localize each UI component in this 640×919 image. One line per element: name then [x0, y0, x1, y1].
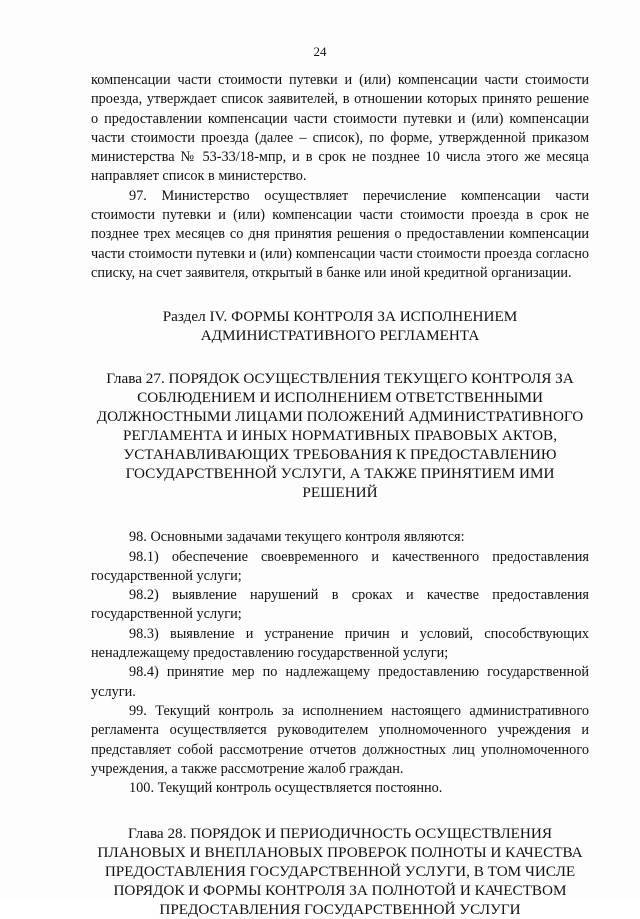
page-number: 24 — [313, 44, 327, 59]
paragraph-98-4: 98.4) принятие мер по надлежащему предоставлению государственной услуги. — [91, 664, 589, 700]
paragraph-99: 99. Текущий контроль за исполнением настоящего административного регламента осуществляется руководителем уполномоченного учреждения и представляет собой рассмотрение отчетов должностных лиц уполномоченного учреждения, а также рассмотрение жалоб граждан. — [91, 702, 589, 777]
paragraph-97: 97. Министерство осуществляет перечисление компенсации части стоимости путевки и (или) компенсации части стоимости проезда в срок не позднее трех месяцев со дня принятия решения о предоставлении компенсации части стоимости путевки и (или) компенсации части стоимости проезда согласно списку, на счет заявителя, открытый в банке или иной кредитной организации. — [91, 187, 589, 281]
chapter-28-title: Глава 28. ПОРЯДОК И ПЕРИОДИЧНОСТЬ ОСУЩЕСТВЛЕНИЯ ПЛАНОВЫХ И ВНЕПЛАНОВЫХ ПРОВЕРОК ПОЛНОТЫ И КАЧЕСТВА ПРЕДОСТАВЛЕНИЯ ГОСУДАРСТВЕННОЙ УСЛУГИ, В ТОМ ЧИСЛЕ ПОРЯДОК И ФОРМЫ КОНТРОЛЯ ЗА ПОЛНОТОЙ И КАЧЕСТВОМ ПРЕДОСТАВЛЕНИЯ ГОСУДАРСТВЕННОЙ УСЛУГИ — [97, 825, 583, 919]
paragraph-98-1: 98.1) обеспечение своевременного и качественного предоставления государственной услуги; — [91, 548, 589, 584]
paragraph-98-2: 98.2) выявление нарушений в сроках и качестве предоставления государственной услуги; — [91, 587, 589, 623]
chapter-27-title: Глава 27. ПОРЯДОК ОСУЩЕСТВЛЕНИЯ ТЕКУЩЕГО КОНТРОЛЯ ЗА СОБЛЮДЕНИЕМ И ИСПОЛНЕНИЕМ ОТВЕТСТВЕННЫМИ ДОЛЖНОСТНЫМИ ЛИЦАМИ ПОЛОЖЕНИЙ АДМИНИСТРАТИВНОГО РЕГЛАМЕНТА И ИНЫХ НОРМАТИВНЫХ ПРАВОВЫХ АКТОВ, УСТАНАВЛИВАЮЩИХ ТРЕБОВАНИЯ К ПРЕДОСТАВЛЕНИЮ ГОСУДАРСТВЕННОЙ УСЛУГИ, А ТАКЖЕ ПРИНЯТИЕМ ИМИ РЕШЕНИЙ — [96, 370, 584, 502]
paragraph-96-continuation: компенсации части стоимости путевки и (или) компенсации части стоимости проезда, утверждает список заявителей, в отношении которых принято решение о предоставлении компенсации части стоимости путевки и (или) компенсации части стоимости проезда (далее – список), по форме, утвержденной приказом министерства № 53-33/18-мпр, и в срок не позднее 10 числа этого же месяца направляет список в министерство. — [91, 72, 589, 185]
paragraph-100: 100. Текущий контроль осуществляется постоянно. — [129, 780, 443, 797]
paragraph-98: 98. Основными задачами текущего контроля являются: — [129, 529, 465, 546]
paragraph-98-3: 98.3) выявление и устранение причин и условий, способствующих ненадлежащему предоставлению государственной услуги; — [91, 625, 589, 662]
section-4-title: Раздел IV. ФОРМЫ КОНТРОЛЯ ЗА ИСПОЛНЕНИЕМ АДМИНИСТРАТИВНОГО РЕГЛАМЕНТА — [162, 308, 518, 345]
page-content — [91, 71, 589, 919]
